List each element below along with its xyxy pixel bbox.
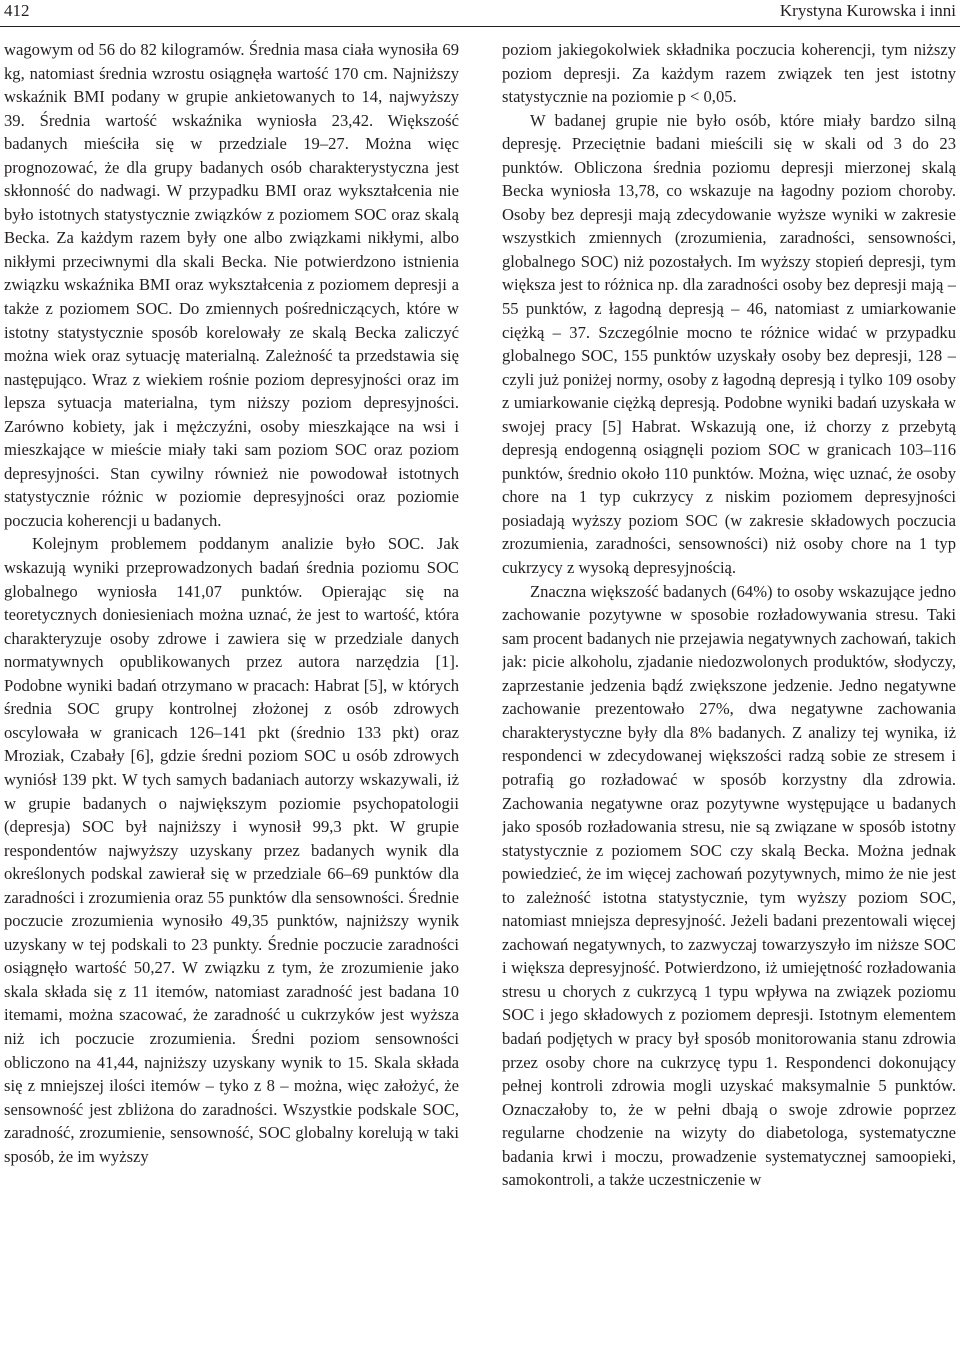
page-header (4, 0, 956, 24)
running-title: Krystyna Kurowska i inni (779, 1, 956, 20)
right-column (502, 38, 956, 1356)
left-paragraph-2: Kolejnym problemem poddanym analizie było SOC. Jak wskazują wyniki przeprowadzonych badań średnia poziomu SOC globalnego wyniosła 141,07 punktów. Opierając się na teoretycznych doniesieniach można uznać, że jest to wartość, która charakteryzuje osoby zdrowe i zawiera się w przedziale danych normatywnych opublikowanych przez autora narzędzia [1]. Podobne wyniki badań otrzymano w pracach: Habrat [5], w których średnia SOC grupy kontrolnej złożonej z osób zdrowych oscylowała w granicach 126–141 pkt (średnio 133 pkt) oraz Mroziak, Czabały [6], gdzie średni poziom SOC u osób zdrowych wyniósł 139 pkt. W tych samych badaniach autorzy wskazywali, iż w grupie badanych o największym poziomie psychopatologii (depresja) SOC był najniższy i wynosił 99,3 pkt. W grupie respondentów najwyższy uzyskany przez badanych wynik dla określonych podskal zawierał się w przedziale 66–69 punktów dla zaradności i zrozumienia oraz 55 punktów dla sensowności. Średnie poczucie zrozumienia wynosiło 49,35 punktów, najniższy wynik uzyskany w tej podskali to 23 punkty. Średnie poczucie zaradności osiągnęło wartość 50,27. W związku z tym, że zrozumienie jako skala składa się z 11 itemów, natomiast zaradność jest badana 10 itemami, można szacować, że zaradność u cukrzyków jest wyższa niż ich poczucie zrozumienia. Średni poziom sensowności obliczono na 41,44, najniższy uzyskany wynik to 15. Skala składa się z mniejszej ilości itemów – tyko z 8 – można, więc założyć, że sensowność jest zbliżona do zaradności. Wszystkie podskale SOC, zaradność, zrozumienie, sensowność, SOC globalny korelują w taki sposób, że im wyższy (4, 534, 459, 1166)
right-paragraph-1: poziom jakiegokolwiek składnika poczucia koherencji, tym niższy poziom depresji. Za każdym razem związek ten jest istotny statystycznie na poziomie p < 0,05. (502, 40, 956, 107)
right-paragraph-2: W badanej grupie nie było osób, które miały bardzo silną depresję. Przeciętnie badani mieścili się w skali od 3 do 23 punktów. Obliczona średnia poziomu depresji mierzonej skalą Becka wyniosła 13,78, co wskazuje na łagodny poziom choroby. Osoby bez depresji mają zdecydowanie wyższe wyniki w zakresie wszystkich zmiennych (zrozumienia, zaradności, sensowności, globalnego SOC) niż pozostałych. Im wyższy stopień depresji, tym większa jest to różnica np. dla zaradności osoby bez depresji mają – 55 punktów, z łagodną depresją – 46, natomiast z umiarkowanie ciężką – 37. Szczególnie mocno te różnice widać w przypadku globalnego SOC, 155 punktów uzyskały osoby bez depresji, 128 – czyli już poniżej normy, osoby z łagodną depresją i tylko 109 osoby z umiarkowanie ciężką depresją. Podobne wyniki badań uzyskała w swojej pracy [5] Habrat. Wskazują one, iż chorzy z przebytą depresją endogenną osiągnęli poziom SOC w granicach 103–116 punktów, średnio około 110 punktów. Można, więc uznać, że osoby chore na 1 typ cukrzycy z niskim poziomem depresyjności posiadają wyższy poziom SOC (w zakresie składowych poczucia zrozumienia, zaradności, sensowności) niż osoby chore na 1 typ cukrzycy z wysoką depresyjnością. (502, 110, 956, 578)
left-column (4, 38, 459, 1356)
right-paragraph-3: Znaczna większość badanych (64%) to osoby wskazujące jedno zachowanie pozytywne w sposobie rozładowywania stresu. Taki sam procent badanych nie przejawia negatywnych zachowań, takich jak: picie alkoholu, zjadanie niedozwolonych produktów, słodyczy, zaprzestanie jedzenia bądź zwiększone jedzenie. Jedno negatywne zachowanie prezentowało 27%, dwa negatywne zachowania charakterystyczne były dla 8% badanych. Z analizy tej wynika, iż respondenci w zdecydowanej większości radzą sobie ze stresem i potrafią go rozładować w sposób korzystny dla zdrowia. Zachowania negatywne oraz pozytywne występujące u badanych jako sposób rozładowania stresu, nie są związane w sposób istotny statystycznie z poziomem SOC czy skalą Becka. Można jednak powiedzieć, że im więcej zachowań pozytywnych, mimo że nie jest to zależność istotna statystycznie, tym wyższy poziom SOC, natomiast mniejsza depresyjność. Jeżeli badani prezentowali więcej zachowań negatywnych, to zazwyczaj towarzyszyło im niższe SOC i większa depresyjność. Potwierdzono, iż umiejętność rozładowania stresu u chorych z cukrzycą 1 typu wpływa na związek poziomu SOC i jego składowych z poziomem depresji. Istotnym elementem badań podjętych w pracy był sposób monitorowania stanu zdrowia przez osoby chore na cukrzycę typu 1. Respondenci dokonujący pełnej kontroli zdrowia mogli uzyskać maksymalnie 5 punktów. Oznaczałoby to, że w pełni dbają o swoje zdrowie poprzez regularne chodzenie na wizyty do diabetologa, systematyczne badania krwi i moczu, prowadzenie systematycznej samoopieki, samokontroli, a także uczestniczenie w (502, 581, 956, 1190)
left-paragraph-1: wagowym od 56 do 82 kilogramów. Średnia masa ciała wynosiła 69 kg, natomiast średnia wzrostu osiągnęła wartość 170 cm. Najniższy wskaźnik BMI podany w grupie ankietowanych to 14, najwyższy 39. Średnia wartość wskaźnika wyniosła 23,42. Większość badanych mieściła się w przedziale 19–27. Można więc prognozować, że dla grupy badanych osób charakterystyczna jest skłonność do nadwagi. W przypadku BMI oraz wykształcenia nie było istotnych statystycznie związków z poziomem SOC oraz skalą Becka. Za każdym razem były one albo związkami nikłymi, albo nikłymi przeciwnymi dla skali Becka. Nie potwierdzono istnienia związku wskaźnika BMI oraz wykształcenia z poziomem depresji a także z poziomem SOC. Do zmiennych pośredniczących, które w istotny statystycznie sposób korelowały ze skalą Becka zaliczyć można wiek oraz sytuację materialną. Zależność ta przedstawia się następująco. Wraz z wiekiem rośnie poziom depresyjności oraz im lepsza sytuacja materialna, tym niższy poziom depresyjności. Zarówno kobiety, jak i mężczyźni, osoby mieszkające na wsi i mieszkające w mieście miały taki sam poziom SOC oraz poziom depresyjności. Stan cywilny również nie powodował istotnych statystycznie różnic w poziomie depresyjności oraz poziomie poczucia koherencji u badanych. (4, 40, 459, 530)
page-number: 412 (4, 1, 30, 20)
header-rule (0, 26, 960, 27)
